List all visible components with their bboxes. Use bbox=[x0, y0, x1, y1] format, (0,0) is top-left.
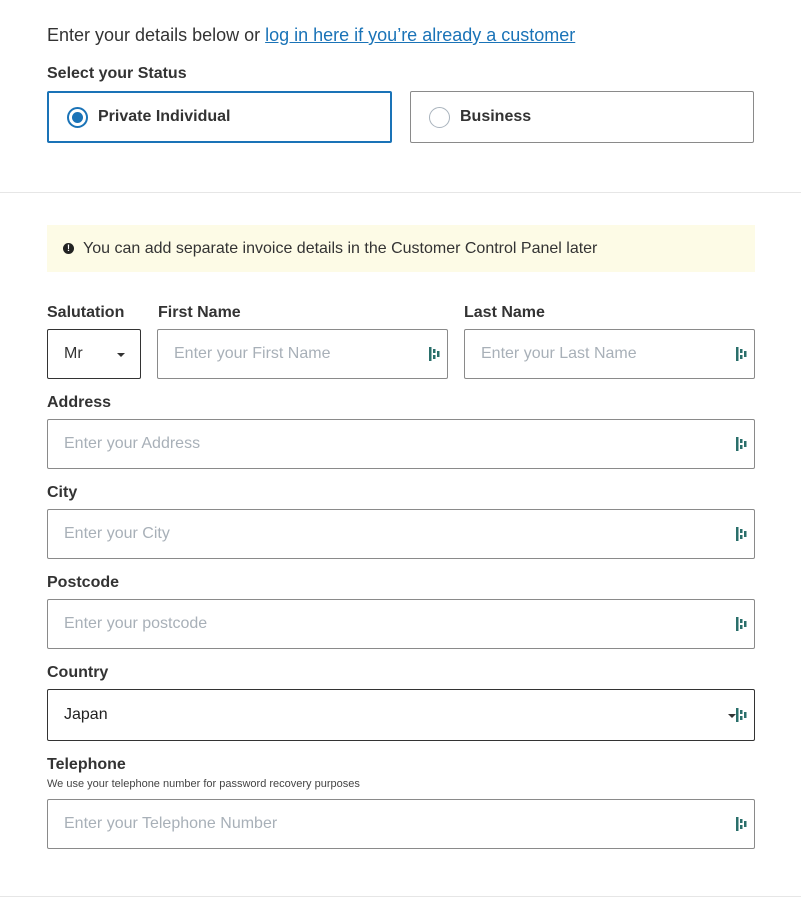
country-label: Country bbox=[47, 664, 109, 681]
telephone-input[interactable] bbox=[48, 800, 754, 848]
status-option-private[interactable] bbox=[47, 91, 392, 143]
password-manager-icon[interactable] bbox=[736, 708, 748, 722]
address-input[interactable] bbox=[48, 420, 754, 468]
password-manager-icon[interactable] bbox=[736, 347, 748, 361]
intro-prefix: Enter your details below or bbox=[47, 25, 266, 45]
chevron-down-icon bbox=[728, 714, 736, 718]
password-manager-icon[interactable] bbox=[429, 347, 441, 361]
last-name-label: Last Name bbox=[464, 304, 545, 321]
salutation-label: Salutation bbox=[47, 304, 125, 321]
postcode-field[interactable] bbox=[47, 599, 755, 649]
last-name-field[interactable] bbox=[464, 329, 755, 379]
first-name-field[interactable] bbox=[157, 329, 448, 379]
address-label: Address bbox=[47, 394, 112, 411]
city-input[interactable] bbox=[48, 510, 754, 558]
password-manager-icon[interactable] bbox=[736, 617, 748, 631]
radio-unchecked-icon[interactable] bbox=[429, 107, 450, 128]
chevron-down-icon bbox=[117, 353, 125, 357]
postcode-label: Postcode bbox=[47, 574, 120, 591]
telephone-label: Telephone bbox=[47, 756, 126, 773]
country-value: Japan bbox=[64, 706, 108, 723]
section-divider bbox=[0, 896, 801, 897]
notice-text: You can add separate invoice details in the Customer Control Panel later bbox=[83, 239, 598, 257]
country-select[interactable] bbox=[47, 689, 755, 741]
password-manager-icon[interactable] bbox=[736, 527, 748, 541]
telephone-hint: We use your telephone number for password recovery purposes bbox=[47, 778, 360, 790]
telephone-field[interactable] bbox=[47, 799, 755, 849]
last-name-input[interactable] bbox=[465, 330, 754, 378]
invoice-notice bbox=[47, 225, 755, 272]
radio-checked-icon[interactable] bbox=[67, 107, 88, 128]
first-name-input[interactable] bbox=[158, 330, 447, 378]
salutation-select[interactable] bbox=[47, 329, 141, 379]
password-manager-icon[interactable] bbox=[736, 437, 748, 451]
city-label: City bbox=[47, 484, 78, 501]
postcode-input[interactable] bbox=[48, 600, 754, 648]
password-manager-icon[interactable] bbox=[736, 817, 748, 831]
address-field[interactable] bbox=[47, 419, 755, 469]
status-option-label: Private Individual bbox=[98, 108, 231, 125]
city-field[interactable] bbox=[47, 509, 755, 559]
status-option-business[interactable] bbox=[410, 91, 754, 143]
salutation-value: Mr bbox=[64, 345, 83, 362]
intro-text bbox=[47, 25, 575, 46]
login-link[interactable]: log in here if you’re already a customer bbox=[265, 25, 576, 45]
exclamation-icon: ! bbox=[63, 243, 74, 254]
first-name-label: First Name bbox=[158, 304, 241, 321]
section-divider bbox=[0, 192, 801, 193]
status-label: Select your Status bbox=[47, 65, 187, 82]
status-option-label: Business bbox=[460, 108, 532, 125]
